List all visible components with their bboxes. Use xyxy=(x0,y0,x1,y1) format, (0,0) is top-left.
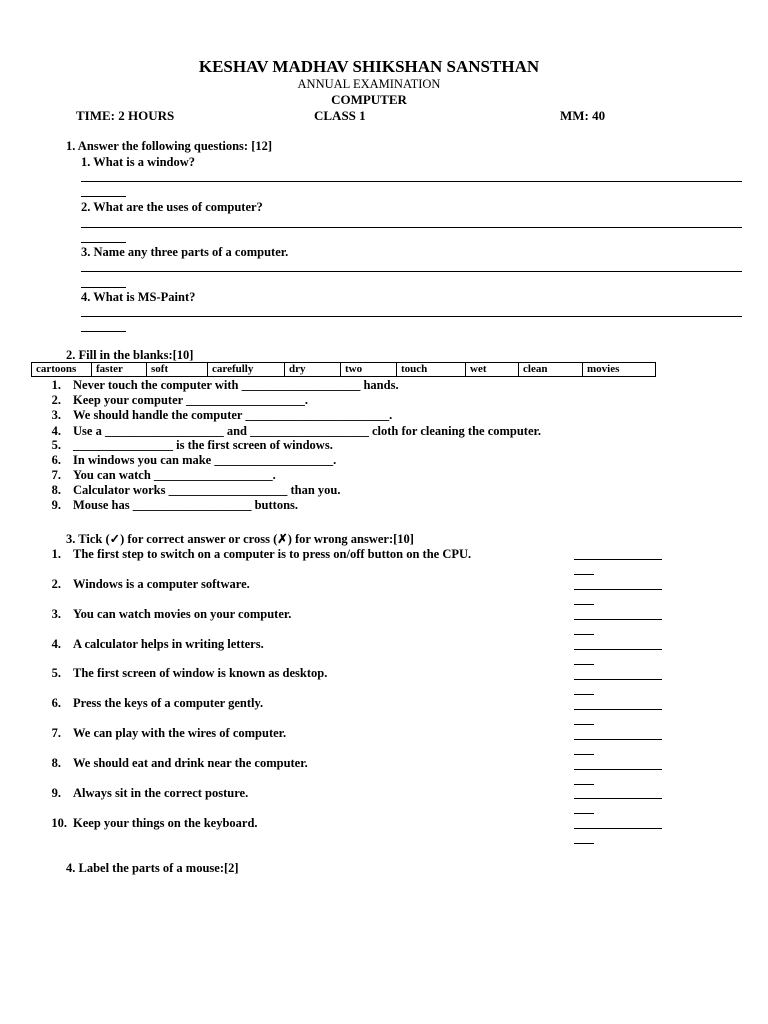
marks-label: MM: 40 xyxy=(560,108,606,123)
item-number: 8. xyxy=(51,756,61,770)
item-number: 4. xyxy=(51,424,61,438)
answer-blank xyxy=(574,559,662,560)
answer-blank xyxy=(574,619,662,620)
item-text: Keep your computer ___________________. xyxy=(73,393,308,407)
answer-line-stub xyxy=(81,242,126,243)
item-number: 1. xyxy=(51,378,61,392)
item-number: 7. xyxy=(51,726,61,740)
question-1: 1. What is a window? xyxy=(81,155,196,169)
word-bank-cell: carefully xyxy=(208,363,285,377)
question-4: 4. What is MS-Paint? xyxy=(81,290,196,304)
section4-title: 4. Label the parts of a mouse:[2] xyxy=(66,861,239,875)
item-text: Keep your things on the keyboard. xyxy=(73,816,258,830)
item-text: Never touch the computer with ___________________ hands. xyxy=(73,378,399,392)
item-number: 10. xyxy=(51,816,67,830)
item-text: Mouse has ___________________ buttons. xyxy=(73,498,299,512)
answer-blank-stub xyxy=(574,604,594,605)
question-2: 2. What are the uses of computer? xyxy=(81,200,263,214)
word-bank-cell: cartoons xyxy=(32,363,92,377)
answer-blank-stub xyxy=(574,843,594,844)
section1-title: 1. Answer the following questions: [12] xyxy=(66,139,273,153)
answer-line-stub xyxy=(81,287,126,288)
answer-blank-stub xyxy=(574,574,594,575)
item-number: 3. xyxy=(51,408,61,422)
item-number: 6. xyxy=(51,696,61,710)
answer-blank xyxy=(574,679,662,680)
word-bank-cell: faster xyxy=(92,363,147,377)
answer-line xyxy=(81,181,742,182)
item-number: 2. xyxy=(51,393,61,407)
word-bank-cell: movies xyxy=(583,363,656,377)
item-number: 5. xyxy=(51,666,61,680)
answer-blank xyxy=(574,769,662,770)
item-number: 7. xyxy=(51,468,61,482)
word-bank-table xyxy=(31,362,656,377)
answer-line-stub xyxy=(81,331,126,332)
answer-blank xyxy=(574,589,662,590)
item-text: Use a ___________________ and ___________________ cloth for cleaning the computer. xyxy=(73,424,542,438)
time-label: TIME: 2 HOURS xyxy=(76,108,175,123)
item-text: Press the keys of a computer gently. xyxy=(73,696,264,710)
item-text: In windows you can make ___________________. xyxy=(73,453,337,467)
item-text: We should eat and drink near the computer. xyxy=(73,756,308,770)
item-number: 9. xyxy=(51,786,61,800)
item-text: The first step to switch on a computer is to press on/off button on the CPU. xyxy=(73,547,472,561)
item-text: Always sit in the correct posture. xyxy=(73,786,249,800)
answer-blank-stub xyxy=(574,784,594,785)
item-text: Calculator works ___________________ than you. xyxy=(73,483,341,497)
item-number: 5. xyxy=(51,438,61,452)
item-text: We can play with the wires of computer. xyxy=(73,726,287,740)
answer-blank-stub xyxy=(574,634,594,635)
section3-title: 3. Tick (✓) for correct answer or cross (✗) for wrong answer:[10] xyxy=(66,532,414,546)
word-bank-cell: soft xyxy=(147,363,208,377)
section2-title: 2. Fill in the blanks:[10] xyxy=(66,348,194,362)
item-number: 3. xyxy=(51,607,61,621)
exam-title: ANNUAL EXAMINATION xyxy=(297,77,441,91)
item-number: 6. xyxy=(51,453,61,467)
answer-blank-stub xyxy=(574,694,594,695)
item-number: 1. xyxy=(51,547,61,561)
question-3: 3. Name any three parts of a computer. xyxy=(81,245,289,259)
school-name: KESHAV MADHAV SHIKSHAN SANSTHAN xyxy=(198,57,540,76)
answer-blank-stub xyxy=(574,754,594,755)
word-bank-cell: dry xyxy=(285,363,341,377)
item-text: We should handle the computer _______________________. xyxy=(73,408,393,422)
subject-title: COMPUTER xyxy=(331,92,407,107)
answer-line xyxy=(81,316,742,317)
class-label: CLASS 1 xyxy=(314,108,366,123)
answer-blank xyxy=(574,798,662,799)
item-text: The first screen of window is known as desktop. xyxy=(73,666,328,680)
word-bank-cell: clean xyxy=(519,363,583,377)
answer-line-stub xyxy=(81,196,126,197)
item-text: ________________ is the first screen of windows. xyxy=(73,438,333,452)
answer-blank-stub xyxy=(574,813,594,814)
item-number: 9. xyxy=(51,498,61,512)
answer-blank xyxy=(574,828,662,829)
answer-blank xyxy=(574,649,662,650)
answer-line xyxy=(81,271,742,272)
item-number: 2. xyxy=(51,577,61,591)
item-text: Windows is a computer software. xyxy=(73,577,250,591)
item-text: A calculator helps in writing letters. xyxy=(73,637,264,651)
answer-blank xyxy=(574,739,662,740)
item-text: You can watch movies on your computer. xyxy=(73,607,292,621)
answer-blank-stub xyxy=(574,664,594,665)
item-number: 4. xyxy=(51,637,61,651)
word-bank-cell: wet xyxy=(466,363,519,377)
word-bank-cell: two xyxy=(341,363,397,377)
answer-blank xyxy=(574,709,662,710)
answer-line xyxy=(81,227,742,228)
item-text: You can watch ___________________. xyxy=(73,468,276,482)
word-bank-cell: touch xyxy=(397,363,466,377)
item-number: 8. xyxy=(51,483,61,497)
answer-blank-stub xyxy=(574,724,594,725)
